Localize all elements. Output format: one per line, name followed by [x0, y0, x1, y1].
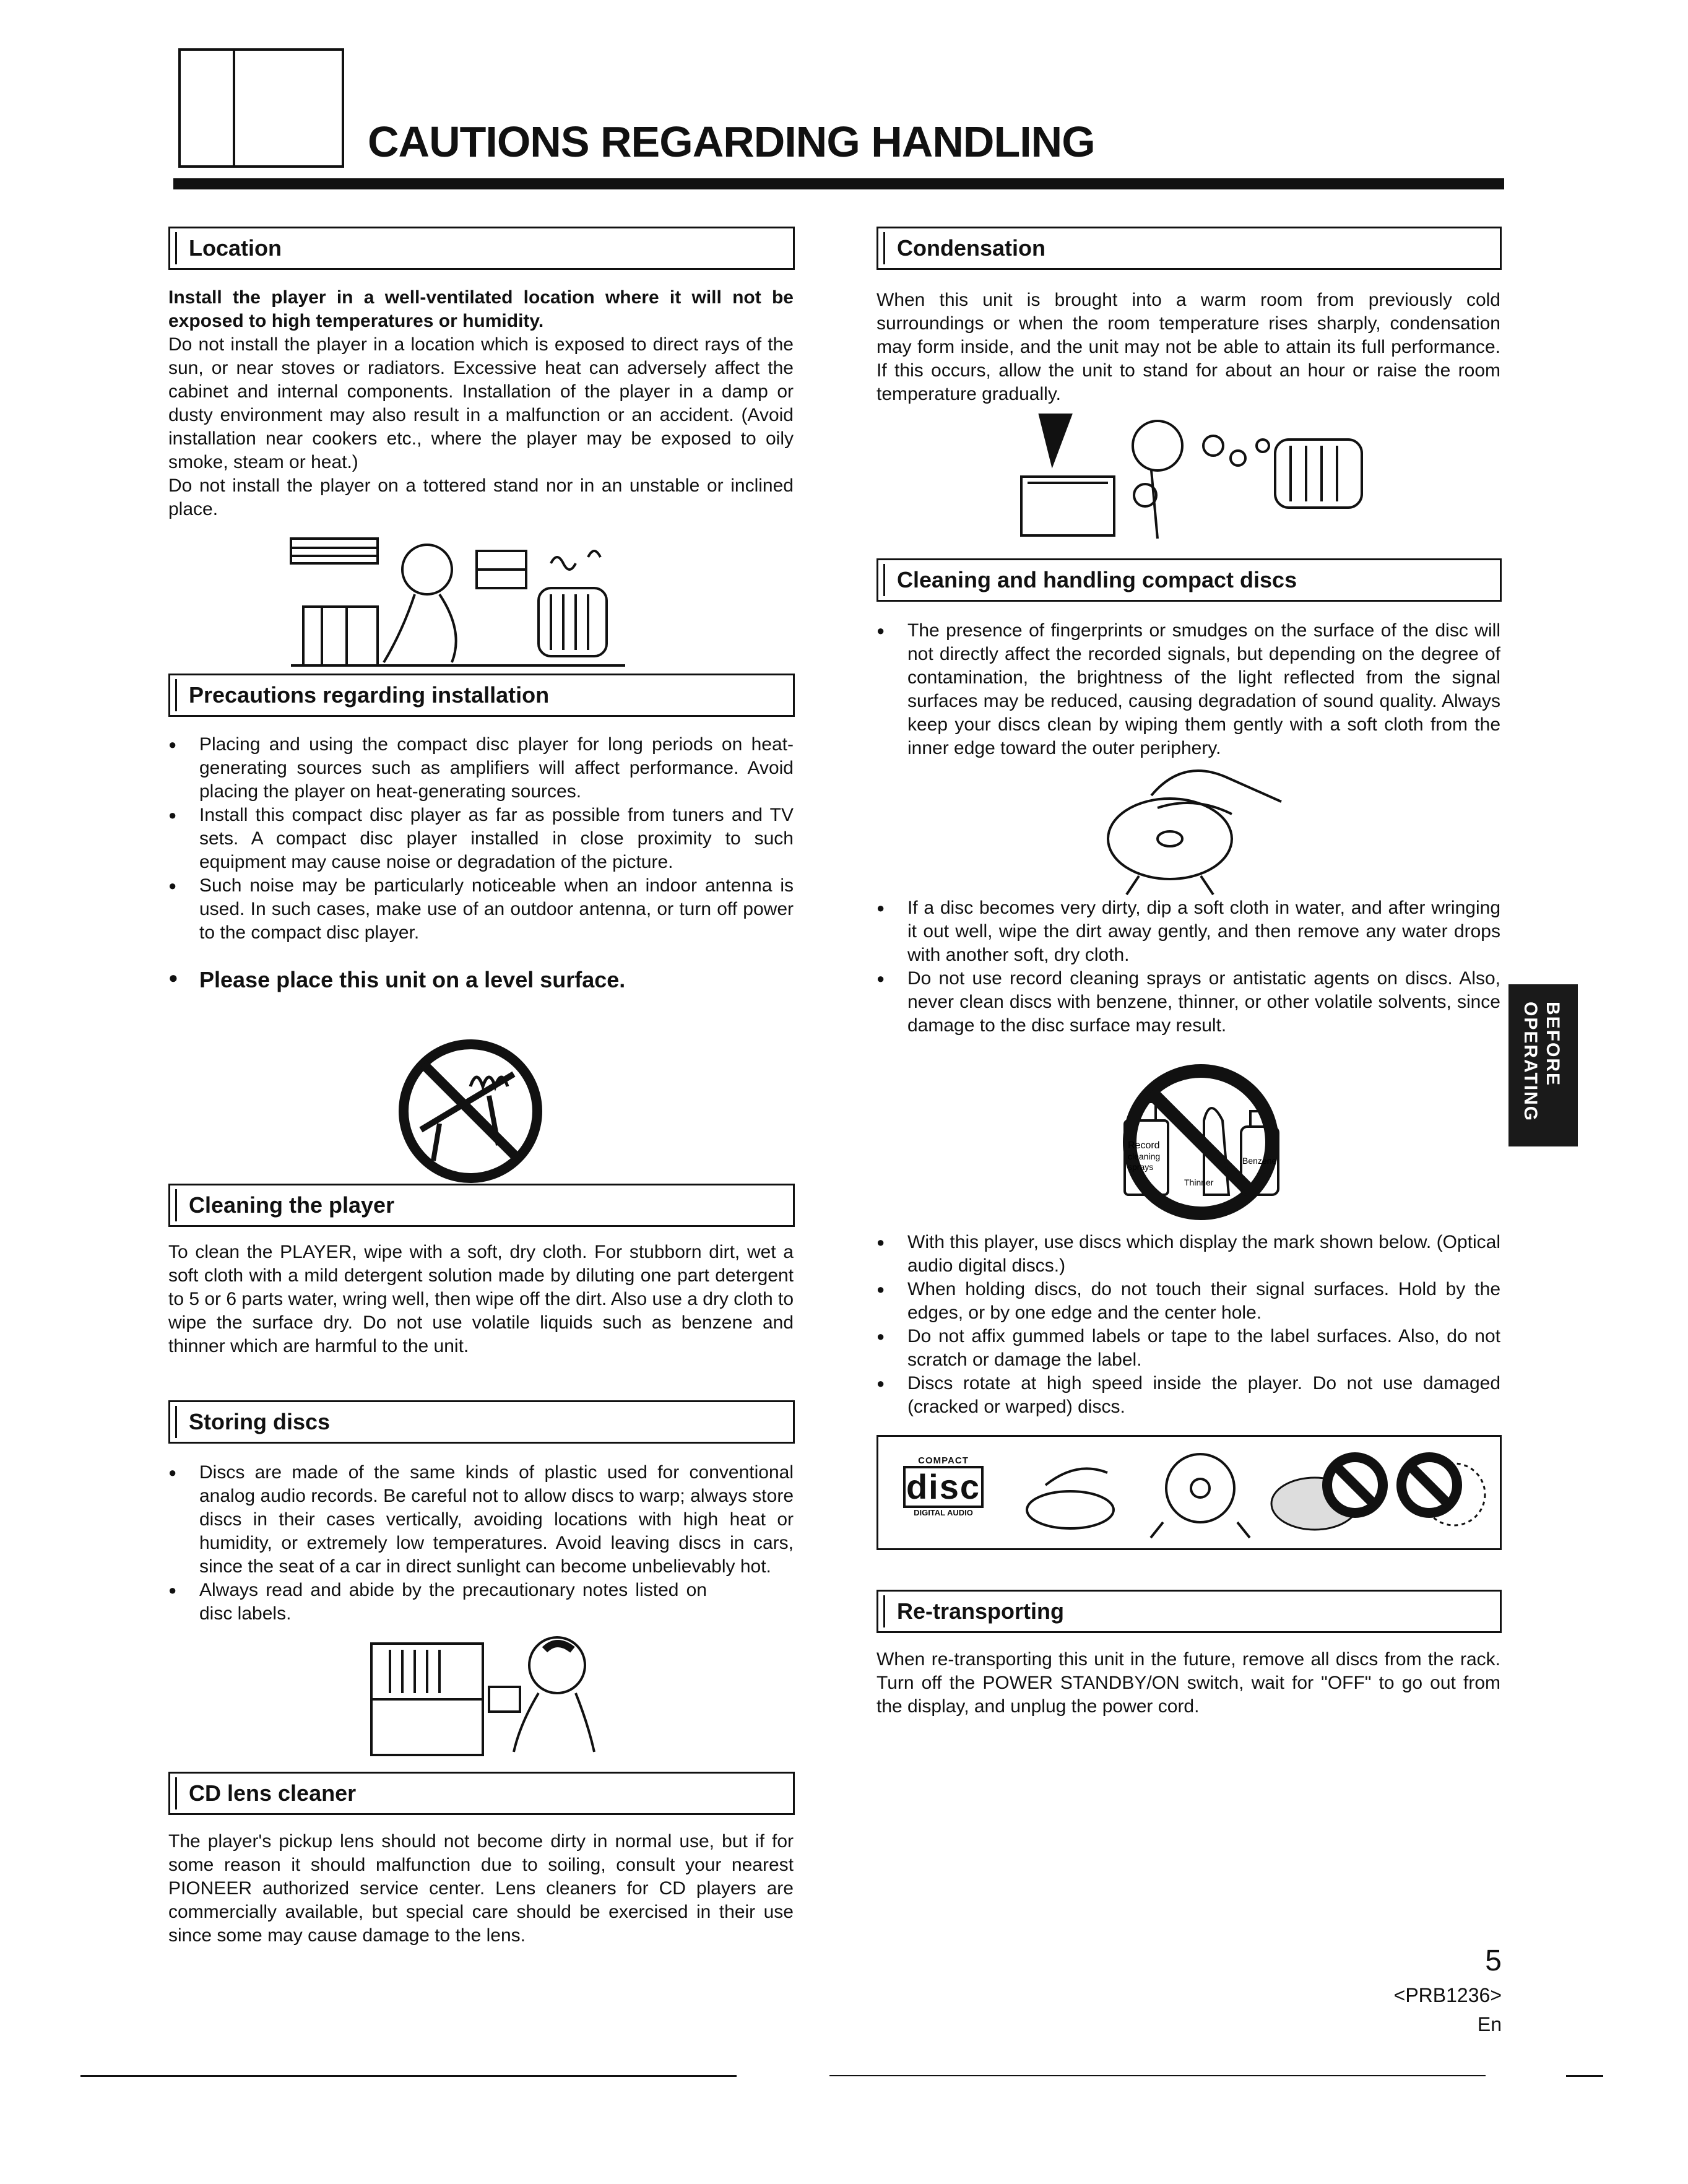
bottle-label-benzene: Benzene	[1242, 1156, 1277, 1166]
location-body-2: Do not install the player on a tottered stand nor in an unstable or inclined place.	[168, 475, 794, 519]
cleaning-discs-list-1	[876, 619, 1500, 760]
cleaning-discs-list-3	[876, 1231, 1500, 1419]
list-item: ● With this player, use discs which display the mark shown below. (Optical audio digital discs.)	[876, 1231, 1500, 1278]
retransport-body: When re-transporting this unit in the future, remove all discs from the rack. Turn off the POWER STANDBY/ON switch, wait for "OFF" to go out from the display, and unplug the power cord.	[876, 1649, 1500, 1717]
footer-rule-right	[829, 2075, 1486, 2076]
language-code: En	[1477, 2013, 1502, 2035]
bottle-label-thinner: Thinner	[1184, 1177, 1214, 1187]
bottle-label-sprays: sprays	[1128, 1162, 1154, 1172]
list-item: ● Discs rotate at high speed inside the player. Do not use damaged (cracked or warped) discs.	[876, 1372, 1500, 1419]
cleaning-discs-list-2	[876, 896, 1500, 1038]
bottle-label-record: Record	[1128, 1140, 1160, 1151]
storing-heading: Storing discs	[168, 1400, 795, 1444]
retransport-heading: Re-transporting	[876, 1590, 1502, 1633]
condensation-heading: Condensation	[876, 227, 1502, 270]
precautions-list	[168, 733, 794, 945]
page-number: 5	[1485, 1944, 1502, 1977]
condensation-illustration	[1015, 409, 1374, 542]
page-title: CAUTIONS REGARDING HANDLING	[368, 118, 1095, 166]
level-surface-note: ● Please place this unit on a level surface.	[168, 967, 818, 993]
cleaning-player-heading: Cleaning the player	[168, 1184, 795, 1227]
list-item: ● Such noise may be particularly noticeable when an indoor antenna is used. In such cases, make use of an outdoor antenna, or turn off power to the compact disc player.	[168, 874, 794, 945]
list-item: ● Discs are made of the same kinds of plastic used for conventional analog audio records. Be careful not to allow discs to warp; always store discs in their cases vertically, avoiding locations with high heat or humidity, or extremely low temperatures. Avoid leaving discs in cars, since the seat of a car in direct sunlight can become unbelievably hot.	[168, 1461, 794, 1579]
location-heading: Location	[168, 227, 795, 270]
footer-rule-left	[80, 2075, 737, 2077]
document-code: <PRB1236>	[1393, 1984, 1502, 2006]
location-lead: Install the player in a well-ventilated location where it will not be exposed to high temperatures or humidity.	[168, 287, 794, 331]
cleaning-player-body: To clean the PLAYER, wipe with a soft, dry cloth. For stubborn dirt, wet a soft cloth with a mild detergent solution made by diluting one part detergent to 5 or 6 parts water, wring well, then wipe off the dirt. Also use a dry cloth to wipe the surface dry. Do not use volatile liquids such as benzene and thinner which are harmful to the unit.	[168, 1242, 794, 1356]
list-item: ● When holding discs, do not touch their signal surfaces. Hold by the edges, or by one edge and the center hole.	[876, 1278, 1500, 1325]
precautions-heading: Precautions regarding installation	[168, 674, 795, 717]
title-rule	[173, 178, 1504, 189]
compact-disc-logo	[903, 1455, 984, 1517]
bottle-label-cleaning: cleaning	[1128, 1151, 1161, 1161]
footer-rule-end	[1566, 2075, 1603, 2077]
condensation-body: When this unit is brought into a warm room from previously cold surroundings or when the room temperature rises sharply, condensation may form inside, and the unit may not be able to attain its full performance. If this occurs, allow the unit to stand for about an hour or raise the room temperature gradually.	[876, 290, 1500, 404]
prohibited-incline-icon	[396, 1037, 545, 1185]
lens-heading: CD lens cleaner	[168, 1772, 795, 1815]
list-item: ● Placing and using the compact disc player for long periods on heat-generating sources such as amplifiers will affect performance. Avoid placing the player on heat-generating sources.	[168, 733, 794, 804]
title-box-divider	[233, 48, 235, 168]
list-item: ● Always read and abide by the precautionary notes listed on disc labels.	[168, 1579, 707, 1626]
no-solvents-illustration	[1111, 1065, 1297, 1220]
disc-wiping-illustration	[1102, 758, 1288, 898]
logo-main: disc	[903, 1466, 984, 1508]
list-item: ● Do not affix gummed labels or tape to the label surfaces. Also, do not scratch or damage the label.	[876, 1325, 1500, 1372]
cleaning-discs-heading: Cleaning and handling compact discs	[876, 558, 1502, 602]
list-item: ● If a disc becomes very dirty, dip a soft cloth in water, and after wringing it out well, wipe the dirt away gently, and then remove any water drops with another soft, dry cloth.	[876, 896, 1500, 967]
section-tab-line1: BEFORE	[1543, 1002, 1563, 1087]
disc-handling-panel	[876, 1435, 1502, 1550]
list-item: ● The presence of fingerprints or smudges on the surface of the disc will not directly affect the recorded signals, but depending on the degree of contamination, the brightness of the light reflected from the signal surfaces may be reduced, causing degradation of sound quality. Always keep your discs clean by wiping them gently with a soft cloth from the inner edge toward the outer periphery.	[876, 619, 1500, 760]
disc-storage-illustration	[371, 1631, 613, 1755]
storing-list	[168, 1461, 794, 1626]
location-body: Do not install the player in a location which is exposed to direct rays of the sun, or near stoves or radiators. Excessive heat can adversely affect the cabinet and internal components. Installation of the player in a damp or dusty environment may also result in a malfunction or an accident. (Avoid installation near cookers etc., where the player may be exposed to oily smoke, steam or heat.)	[168, 334, 794, 472]
title-box	[178, 48, 344, 168]
section-tab-line2: OPERATING	[1520, 1002, 1541, 1122]
list-item: ● Install this compact disc player as far as possible from tuners and TV sets. A compact disc player installed in close proximity to such equipment may cause noise or degradation of the picture.	[168, 804, 794, 874]
lens-body: The player's pickup lens should not become dirty in normal use, but if for some reason it should malfunction due to soiling, consult your nearest PIONEER authorized service center. Lens cleaners for CD players are commercially available, but special care should be exercised in their use since some may cause damage to the lens.	[168, 1831, 794, 1946]
section-tab	[1508, 984, 1578, 1146]
list-item: ● Do not use record cleaning sprays or antistatic agents on discs. Also, never clean discs with benzene, thinner, or other volatile solvents, since damage to the disc surface may result.	[876, 967, 1500, 1038]
logo-bottom: DIGITAL AUDIO	[914, 1508, 973, 1517]
disc-handling-illustrations	[1021, 1448, 1491, 1541]
location-illustration	[291, 526, 638, 669]
logo-top: COMPACT	[918, 1455, 969, 1466]
